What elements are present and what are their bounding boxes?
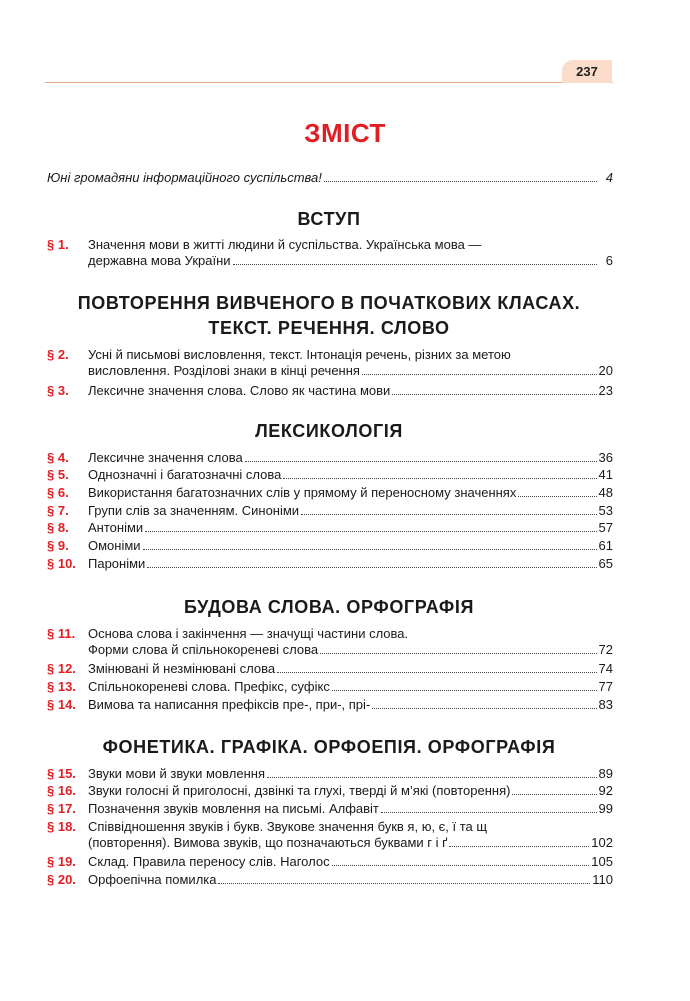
section-heading-intro: ВСТУП: [297, 209, 361, 229]
entry-title-line: Співвідношення звуків і букв. Звукове значення букв я, ю, є, ї та щ: [88, 819, 488, 834]
page-title: ЗМІСТ: [304, 118, 386, 148]
paragraph-number: § 12.: [47, 661, 76, 676]
dot-leader: [283, 478, 596, 479]
paragraph-number: § 3.: [47, 383, 69, 398]
paragraph-number: § 14.: [47, 697, 76, 712]
paragraph-number: § 6.: [47, 485, 69, 500]
header-rule: [45, 82, 613, 83]
dot-leader: [512, 794, 596, 795]
dot-leader: [332, 865, 590, 866]
entry-page: 77: [598, 679, 613, 694]
entry-page: 74: [598, 661, 613, 676]
dot-leader: [381, 812, 597, 813]
paragraph-number: § 17.: [47, 801, 76, 816]
page-number-badge: 237: [562, 60, 612, 83]
entry-title-line: Спільнокореневі слова. Префікс, суфікс: [88, 679, 330, 694]
entry-title-line: Орфоепічна помилка: [88, 872, 217, 887]
entry-page: 105: [591, 854, 613, 869]
paragraph-number: § 10.: [47, 556, 76, 571]
entry-page: 92: [598, 783, 613, 798]
paragraph-number: § 4.: [47, 450, 69, 465]
entry-title-line: висловлення. Розділові знаки в кінці речення: [88, 363, 360, 378]
entry-title-line: Омоніми: [88, 538, 141, 553]
paragraph-number: § 15.: [47, 766, 76, 781]
entry-title-line: Позначення звуків мовлення на письмі. Алфавіт: [88, 801, 379, 816]
dot-leader: [518, 496, 596, 497]
paragraph-number: § 13.: [47, 679, 76, 694]
dot-leader: [372, 708, 596, 709]
entry-page: 99: [598, 801, 613, 816]
section-heading-word-structure: БУДОВА СЛОВА. ОРФОГРАФІЯ: [184, 597, 474, 617]
entry-title-line: Пароніми: [88, 556, 146, 571]
entry-title-line: Значення мови в житті людини й суспільства. Українська мова —: [88, 237, 482, 252]
dot-leader: [332, 690, 597, 691]
entry-page: 83: [598, 697, 613, 712]
dot-leader: [320, 653, 596, 654]
paragraph-number: § 16.: [47, 783, 76, 798]
intro-page: 4: [605, 170, 613, 185]
entry-title-line: Усні й письмові висловлення, текст. Інтонація речень, різних за метою: [88, 347, 511, 362]
entry-title-line: Однозначні і багатозначні слова: [88, 467, 282, 482]
entry-title-line: Використання багатозначних слів у прямому й переносному значеннях: [88, 485, 517, 500]
dot-leader: [267, 777, 597, 778]
dot-leader: [143, 549, 597, 550]
paragraph-number: § 18.: [47, 819, 76, 834]
entry-page: 110: [592, 872, 613, 887]
dot-leader: [449, 846, 589, 847]
entry-page: 23: [598, 383, 613, 398]
entry-title-line: державна мова України: [88, 253, 231, 268]
entry-page: 72: [598, 642, 613, 657]
dot-leader: [218, 883, 590, 884]
entry-page: 57: [598, 520, 613, 535]
intro-entry[interactable]: [47, 170, 613, 185]
dot-leader: [277, 672, 596, 673]
entry-page: 48: [598, 485, 613, 500]
entry-page: 36: [598, 450, 613, 465]
entry-page: 41: [598, 467, 613, 482]
intro-label: Юні громадяни інформаційного суспільства!: [47, 170, 322, 185]
paragraph-number: § 2.: [47, 347, 69, 362]
dot-leader: [233, 264, 597, 265]
section-heading-review-2: ТЕКСТ. РЕЧЕННЯ. СЛОВО: [208, 318, 450, 338]
entry-title-line: Лексичне значення слова: [88, 450, 243, 465]
paragraph-number: § 8.: [47, 520, 69, 535]
entry-page: 6: [605, 253, 613, 268]
paragraph-number: § 20.: [47, 872, 76, 887]
dot-leader: [301, 514, 596, 515]
dot-leader: [392, 394, 596, 395]
entry-page: 89: [598, 766, 613, 781]
entry-title-line: Основа слова і закінчення — значущі частини слова.: [88, 626, 409, 641]
paragraph-number: § 19.: [47, 854, 76, 869]
paragraph-number: § 9.: [47, 538, 69, 553]
dot-leader: [145, 531, 596, 532]
entry-title-line: Антоніми: [88, 520, 144, 535]
entry-title-line: Форми слова й спільнокореневі слова: [88, 642, 319, 657]
dot-leader: [362, 374, 597, 375]
entry-title-line: Звуки мови й звуки мовлення: [88, 766, 265, 781]
dot-leader: [147, 567, 596, 568]
paragraph-number: § 1.: [47, 237, 69, 252]
entry-page: 65: [598, 556, 613, 571]
entry-page: 53: [598, 503, 613, 518]
paragraph-number: § 7.: [47, 503, 69, 518]
entry-page: 20: [598, 363, 613, 378]
entry-title-line: Вимова та написання префіксів пре-, при-, прі-: [88, 697, 371, 712]
entry-page: 61: [598, 538, 613, 553]
section-heading-phonetics: ФОНЕТИКА. ГРАФІКА. ОРФОЕПІЯ. ОРФОГРАФІЯ: [102, 737, 556, 757]
paragraph-number: § 5.: [47, 467, 69, 482]
dot-leader: [245, 461, 597, 462]
paragraph-number: § 11.: [47, 626, 76, 641]
entry-title-line: Лексичне значення слова. Слово як частина мови: [88, 383, 391, 398]
section-heading-lexicology: ЛЕКСИКОЛОГІЯ: [255, 421, 403, 441]
entry-title-line: (повторення). Вимова звуків, що позначаються буквами г і ґ: [88, 835, 448, 850]
entry-title-line: Звуки голосні й приголосні, дзвінкі та глухі, тверді й м’які (повторення): [88, 783, 511, 798]
dot-leader: [324, 181, 597, 182]
entry-title-line: Склад. Правила переносу слів. Наголос: [88, 854, 330, 869]
entry-title-line: Змінювані й незмінювані слова: [88, 661, 276, 676]
entry-title-line: Групи слів за значенням. Синоніми: [88, 503, 300, 518]
section-heading-review-1: ПОВТОРЕННЯ ВИВЧЕНОГО В ПОЧАТКОВИХ КЛАСАХ.: [77, 293, 581, 313]
entry-page: 102: [591, 835, 613, 850]
